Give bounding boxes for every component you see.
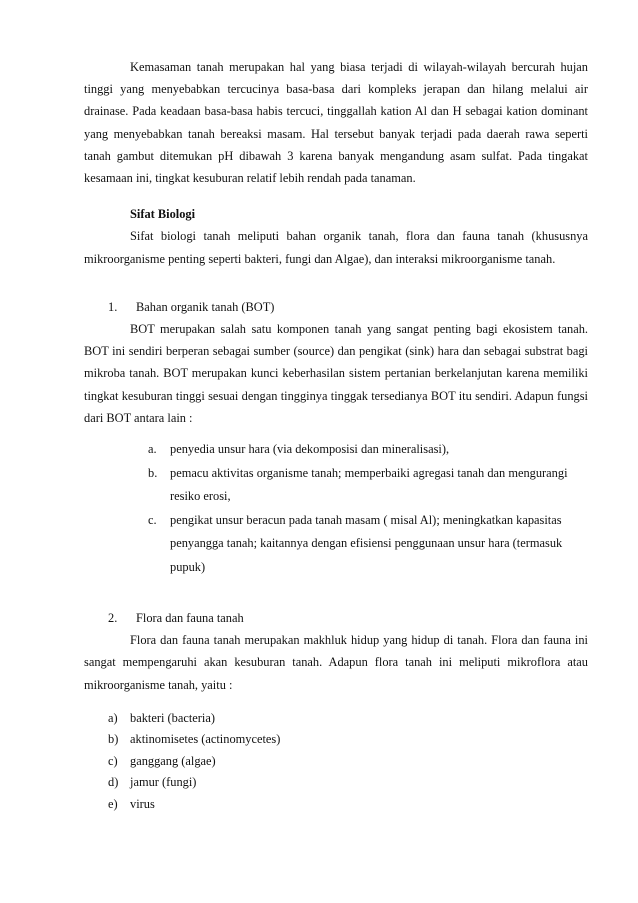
sifat-biologi-paragraph: Sifat biologi tanah meliputi bahan organik tanah, flora dan fauna tanah (khususnya mikroorganisme penting seperti bakteri, fungi dan Algae), dan interaksi mikroorganisme tanah. <box>84 229 588 266</box>
list-item <box>84 509 588 580</box>
list-item <box>84 751 588 773</box>
section-2-title-row <box>84 607 588 629</box>
section-2-paragraph: Flora dan fauna tanah merupakan makhluk hidup yang hidup di tanah. Flora dan fauna ini sangat mempengaruhi akan kesuburan tanah. Adapun flora tanah ini meliputi mikroflora atau mikroorganisme tanah, yaitu : <box>84 633 588 692</box>
list-item-text: pengikat unsur beracun pada tanah masam ( misal Al); meningkatkan kapasitas penyangga tanah; kaitannya dengan efisiensi penggunaan unsur hara (termasuk pupuk) <box>170 512 563 574</box>
section-1-paragraph: BOT merupakan salah satu komponen tanah yang sangat penting bagi ekosistem tanah. BOT ini sendiri berperan sebagai sumber (source) dan pengikat (sink) hara dan sebagai substrat bagi mikroba tanah. BOT merupakan kunci keberhasilan sistem pertanian berkelanjutan karena memiliki tingkat kesuburan tinggi sesuai dengan tingginya tinggak tersedianya BOT itu sendiri. Adapun fungsi dari BOT antara lain : <box>84 322 588 425</box>
list-marker: c. <box>148 512 157 527</box>
list-marker: e) <box>108 796 118 811</box>
list-item <box>84 708 588 730</box>
list-item <box>84 729 588 751</box>
list-marker: a. <box>148 442 157 457</box>
bot-function-list <box>84 438 588 579</box>
section-1-number: 1. <box>108 299 118 314</box>
list-item-text: bakteri (bacteria) <box>130 710 215 725</box>
list-marker: b. <box>148 465 158 480</box>
list-item <box>84 794 588 816</box>
list-item-text: ganggang (algae) <box>130 753 216 768</box>
list-item-text: virus <box>130 796 155 811</box>
list-item <box>84 462 588 509</box>
list-item-text: jamur (fungi) <box>130 775 197 790</box>
list-item-text: aktinomisetes (actinomycetes) <box>130 732 281 747</box>
list-marker: d) <box>108 775 119 790</box>
section-2-number: 2. <box>108 611 118 626</box>
list-marker: c) <box>108 753 118 768</box>
list-item-text: penyedia unsur hara (via dekomposisi dan mineralisasi), <box>170 442 450 457</box>
intro-paragraph: Kemasaman tanah merupakan hal yang biasa terjadi di wilayah-wilayah bercurah hujan tinggi yang menyebabkan tercucinya basa-basa dari kompleks jerapan dan hilang melalui air drainase. Pada keadaan basa-basa habis tercuci, tinggallah kation Al dan H sebagai kation dominant yang menyebabkan tanah bereaksi masam. Hal tersebut banyak terjadi pada daerah rawa seperti tanah gambut ditemukan pH dibawah 3 karena banyak mengandung asam sulfat. Pada tingakat kesamaan ini, tingkat kesuburan relatif lebih rendah pada tanaman. <box>84 60 588 186</box>
list-marker: b) <box>108 732 119 747</box>
section-2-title: Flora dan fauna tanah <box>136 611 244 626</box>
section-1-title-row <box>84 296 588 318</box>
sifat-biologi-heading: Sifat Biologi <box>130 207 196 222</box>
list-item-text: pemacu aktivitas organisme tanah; memperbaiki agregasi tanah dan mengurangi resiko erosi, <box>170 465 568 504</box>
list-marker: a) <box>108 710 118 725</box>
microflora-list <box>84 708 588 816</box>
section-1-title: Bahan organik tanah (BOT) <box>136 299 275 314</box>
list-item <box>84 772 588 794</box>
list-item <box>84 438 588 462</box>
